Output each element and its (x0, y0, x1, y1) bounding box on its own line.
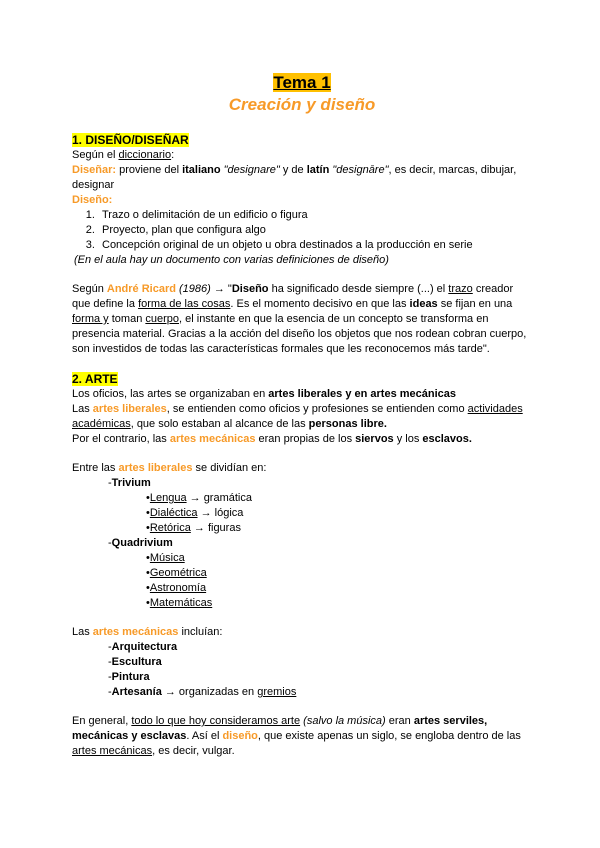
arte-line-1: Los oficios, las artes se organizaban en artes liberales y en artes mecánicas (72, 388, 457, 400)
list-item: •Dialéctica → lógica (146, 507, 244, 519)
diseno-list (72, 208, 532, 253)
list-item: •Retórica → figuras (146, 522, 241, 534)
classroom-note: (En el aula hay un documento con varias definiciones de diseño) (74, 254, 389, 266)
mecanicas-intro: Las artes mecánicas incluían: (72, 626, 223, 638)
quadrivium-item: -Quadrivium (108, 537, 173, 549)
list-item: •Lengua → gramática (146, 492, 252, 504)
trivium-item: -Trivium (108, 477, 151, 489)
arte-line-2: Las artes liberales, se entienden como oficios y profesiones se entienden como actividades académicas, que solo estaban al alcance de las personas libre. (72, 403, 523, 430)
section-1-heading: 1. DISEÑO/DISEÑAR (72, 133, 189, 147)
list-item: 3. Concepción original de un objeto u obra destinados a la producción en serie (98, 238, 532, 253)
list-item: 2. Proyecto, plan que configura algo (98, 223, 532, 238)
list-item: •Música (146, 552, 185, 564)
list-item: -Artesanía → organizadas en gremios (108, 686, 297, 698)
list-item: -Escultura (108, 656, 162, 668)
section-2-heading: 2. ARTE (72, 372, 118, 386)
list-item: -Pintura (108, 671, 150, 683)
diseno-label: Diseño: (72, 194, 113, 206)
document-page (72, 70, 532, 759)
arte-line-3: Por el contrario, las artes mecánicas eran propias de los siervos y los esclavos. (72, 433, 472, 445)
list-item: 1. Trazo o delimitación de un edificio o figura (98, 208, 532, 223)
list-item: -Arquitectura (108, 641, 178, 653)
conclusion-paragraph: En general, todo lo que hoy consideramos arte (salvo la música) eran artes serviles, mecánicas y esclavas. Así el diseño, que existe apenas un siglo, se engloba dentro de las artes mecánicas, es decir, vulgar. (72, 715, 521, 757)
liberales-intro: Entre las artes liberales se dividían en: (72, 462, 267, 474)
disenar-definition: Diseñar: proviene del italiano "designare" y de latín "designāre", es decir, marcas, dibujar, designar (72, 164, 517, 191)
list-item: •Matemáticas (146, 597, 213, 609)
page-title: Tema 1 (273, 73, 331, 92)
page-subtitle: Creación y diseño (228, 95, 376, 114)
list-item: •Astronomía (146, 582, 207, 594)
dictionary-line: Según el diccionario: (72, 149, 175, 161)
ricard-quote: Según André Ricard (1986) → "Diseño ha significado desde siempre (...) el trazo creador que define la forma de las cosas. Es el momento decisivo en que las ideas se fijan en una forma y toman cuerpo, el instante en que la esencia de un concepto se transforma en presencia material. Gracias a la acción del diseño los objetos que nos rodean cobran cuerpo, son investidos de todas las características formales que les reconocemos más tarde". (72, 283, 527, 355)
list-item: •Geométrica (146, 567, 207, 579)
